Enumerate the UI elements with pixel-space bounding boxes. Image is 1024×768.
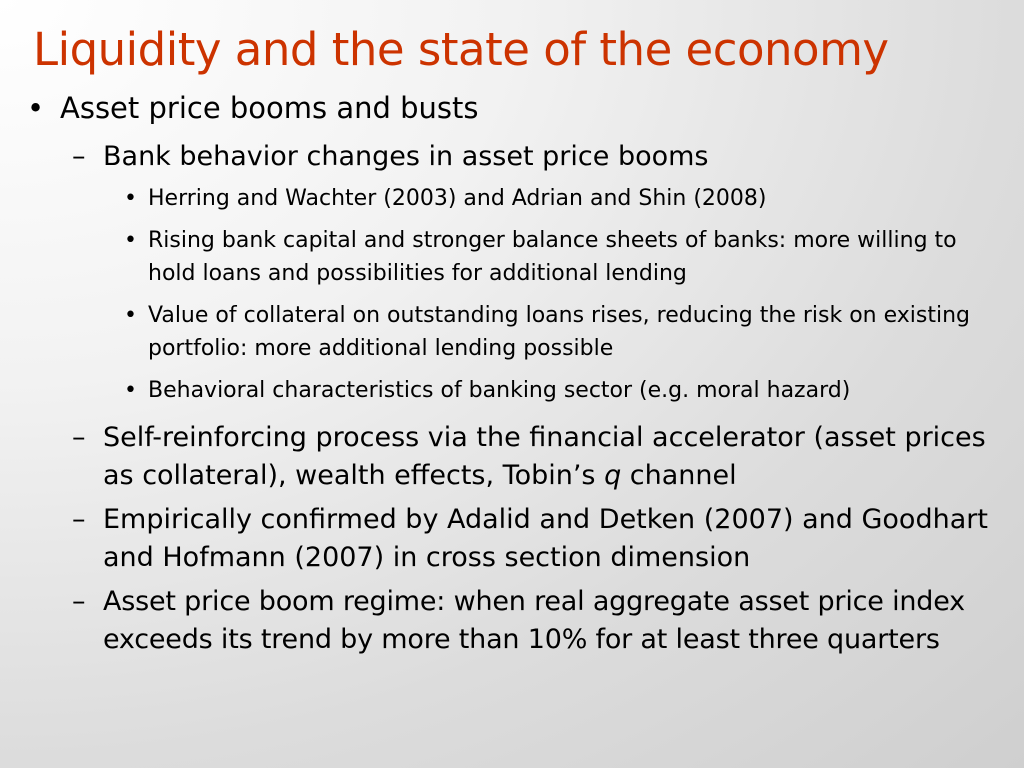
bullet-dash: – xyxy=(72,504,86,535)
bullet-text: Empirically confirmed by Adalid and Detken (2007) and Goodhart and Hofmann (2007) in cross section dimension xyxy=(103,504,988,573)
bullet-dot: • xyxy=(124,378,137,403)
bullet-text: Herring and Wachter (2003) and Adrian and Shin (2008) xyxy=(148,186,767,211)
bullet-text: Asset price booms and busts xyxy=(60,91,479,125)
slide-title: Liquidity and the state of the economy xyxy=(33,23,889,76)
bullet-level3 xyxy=(0,299,1024,365)
bullet-dot: • xyxy=(124,228,137,253)
bullet-text: Bank behavior changes in asset price booms xyxy=(103,141,709,172)
bullet-dot: • xyxy=(27,91,45,125)
bullet-level3 xyxy=(0,182,1024,215)
bullet-dash: – xyxy=(72,586,86,617)
bullet-level2 xyxy=(0,583,1024,659)
bullet-level2 xyxy=(0,501,1024,577)
bullet-level2 xyxy=(0,138,1024,176)
bullet-level3 xyxy=(0,374,1024,407)
bullet-list xyxy=(0,88,1024,665)
bullet-text-part: channel xyxy=(621,460,737,491)
bullet-text: Asset price boom regime: when real aggregate asset price index exceeds its trend by more than 10% for at least three quarters xyxy=(103,586,965,655)
bullet-dash: – xyxy=(72,422,86,453)
bullet-text: Value of collateral on outstanding loans rises, reducing the risk on existing portfolio: more additional lending possible xyxy=(148,303,970,361)
italic-q: q xyxy=(604,460,622,491)
bullet-dot: • xyxy=(124,186,137,211)
bullet-text: Rising bank capital and stronger balance sheets of banks: more willing to hold loans and possibilities for additional lending xyxy=(148,228,957,286)
bullet-text xyxy=(103,422,986,491)
bullet-level1 xyxy=(0,88,1024,128)
bullet-level3 xyxy=(0,224,1024,290)
bullet-dash: – xyxy=(72,141,86,172)
bullet-dot: • xyxy=(124,303,137,328)
bullet-level2 xyxy=(0,419,1024,495)
bullet-text-part: Self-reinforcing process via the financial accelerator (asset prices as collateral), wealth effects, Tobin’s xyxy=(103,422,986,491)
bullet-text: Behavioral characteristics of banking sector (e.g. moral hazard) xyxy=(148,378,851,403)
